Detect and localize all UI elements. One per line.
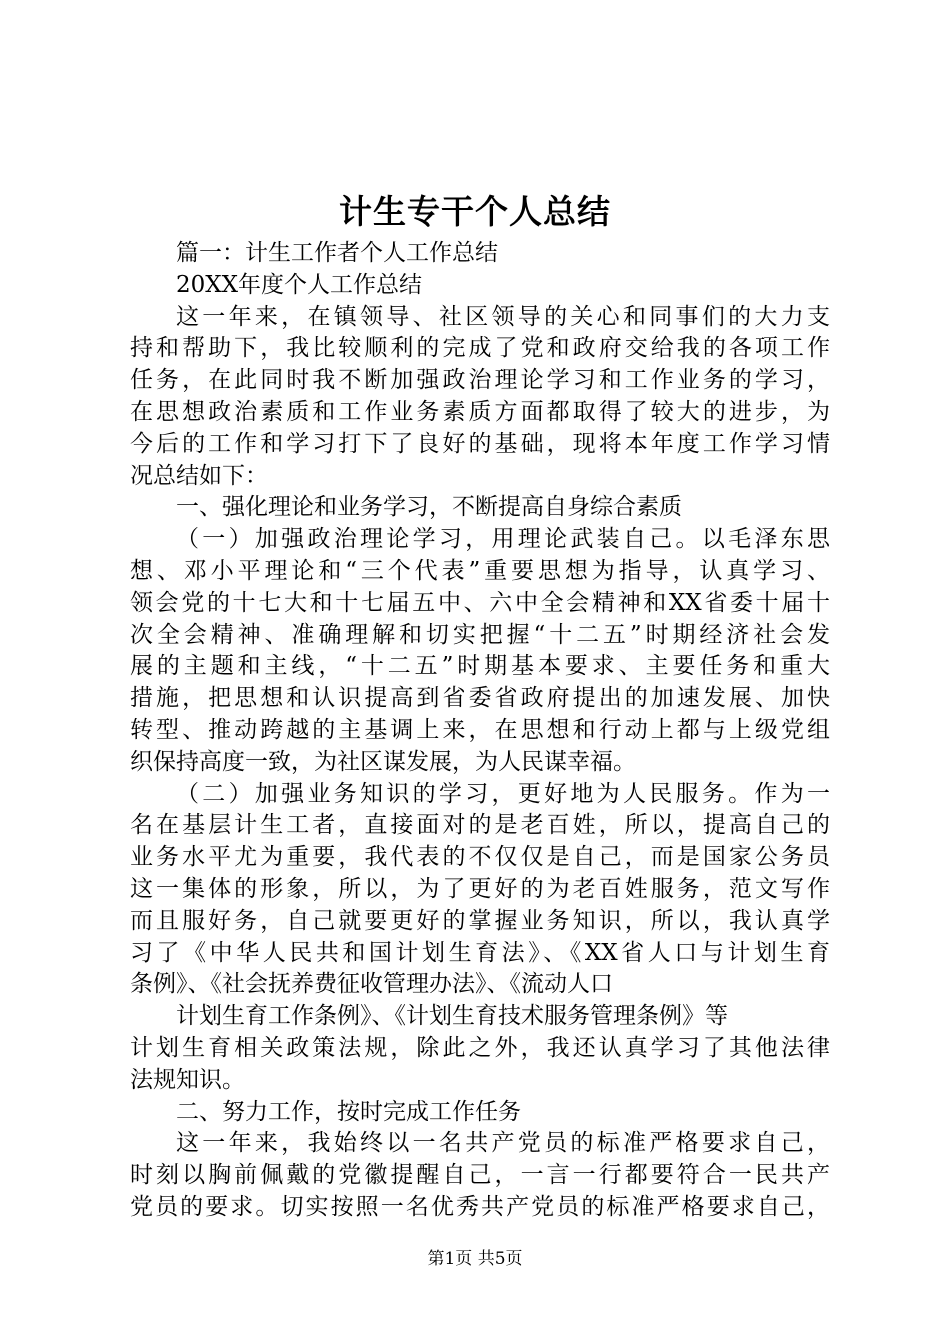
- paragraph-line: 展的主题和主线，“十二五”时期基本要求、主要任务和重大: [130, 653, 830, 680]
- paragraph-line: 次全会精神、准确理解和切实把握“十二五”时期经济社会发: [130, 621, 830, 648]
- paragraph-line: 计划生育工作条例》、《计划生育技术服务管理条例》等: [176, 1003, 728, 1030]
- paragraph-line: （一）加强政治理论学习，用理论武装自己。以毛泽东思: [176, 526, 830, 553]
- subheading: 20XX年度个人工作总结: [176, 271, 423, 298]
- paragraph-line: 措施，把思想和认识提高到省委省政府提出的加速发展、加快: [130, 685, 830, 712]
- paragraph-line: 习了《中华人民共和国计划生育法》、《XX省人口与计划生育: [130, 939, 830, 966]
- document-title: 计生专干个人总结: [339, 192, 611, 231]
- paragraph-line: （二）加强业务知识的学习，更好地为人民服务。作为一: [176, 780, 830, 807]
- paragraph-line: 想、邓小平理论和“三个代表”重要思想为指导，认真学习、: [130, 557, 830, 584]
- paragraph-line: 而且服好务，自己就要更好的掌握业务知识，所以，我认真学: [130, 907, 830, 934]
- paragraph-line: 时刻以胸前佩戴的党徽提醒自己，一言一行都要符合一民共产: [130, 1162, 830, 1189]
- paragraph-line: 条例》、《社会抚养费征收管理办法》、《流动人口: [130, 971, 613, 998]
- paragraph-line: 这一年来，在镇领导、社区领导的关心和同事们的大力支: [176, 303, 830, 330]
- paragraph-line: 转型、推动跨越的主基调上来，在思想和行动上都与上级党组: [130, 716, 830, 743]
- paragraph-line: 今后的工作和学习打下了良好的基础，现将本年度工作学习情: [130, 430, 830, 457]
- paragraph-line: 领会党的十七大和十七届五中、六中全会精神和XX省委十届十: [130, 589, 830, 616]
- paragraph-line: 法规知识。: [130, 1066, 245, 1093]
- section-heading: 一、强化理论和业务学习，不断提高自身综合素质: [176, 494, 682, 521]
- paragraph-line: 持和帮助下，我比较顺利的完成了党和政府交给我的各项工作: [130, 335, 830, 362]
- paragraph-line: 在思想政治素质和工作业务素质方面都取得了较大的进步，为: [130, 398, 830, 425]
- paragraph-line: 这一集体的形象，所以，为了更好的为老百姓服务，范文写作: [130, 875, 830, 902]
- paragraph-line: 名在基层计生工者，直接面对的是老百姓，所以，提高自己的: [130, 812, 830, 839]
- paragraph-line: 任务，在此同时我不断加强政治理论学习和工作业务的学习，: [130, 367, 830, 394]
- page-footer: 第1页 共5页: [427, 1249, 523, 1269]
- document-body: [130, 238, 830, 1224]
- paragraph-line: 计划生育相关政策法规，除此之外，我还认真学习了其他法律: [130, 1034, 830, 1061]
- section-heading: 二、努力工作，按时完成工作任务: [176, 1098, 521, 1125]
- paragraph-line: 业务水平尤为重要，我代表的不仅仅是自己，而是国家公务员: [130, 844, 830, 871]
- paragraph-line: 况总结如下：: [130, 462, 268, 489]
- paragraph-line: 党员的要求。切实按照一名优秀共产党员的标准严格要求自己，: [130, 1193, 830, 1220]
- paragraph-line: 这一年来，我始终以一名共产党员的标准严格要求自己，: [176, 1130, 830, 1157]
- paragraph-line: 织保持高度一致，为社区谋发展，为人民谋幸福。: [130, 748, 636, 775]
- section-heading: 篇一：计生工作者个人工作总结: [176, 240, 498, 266]
